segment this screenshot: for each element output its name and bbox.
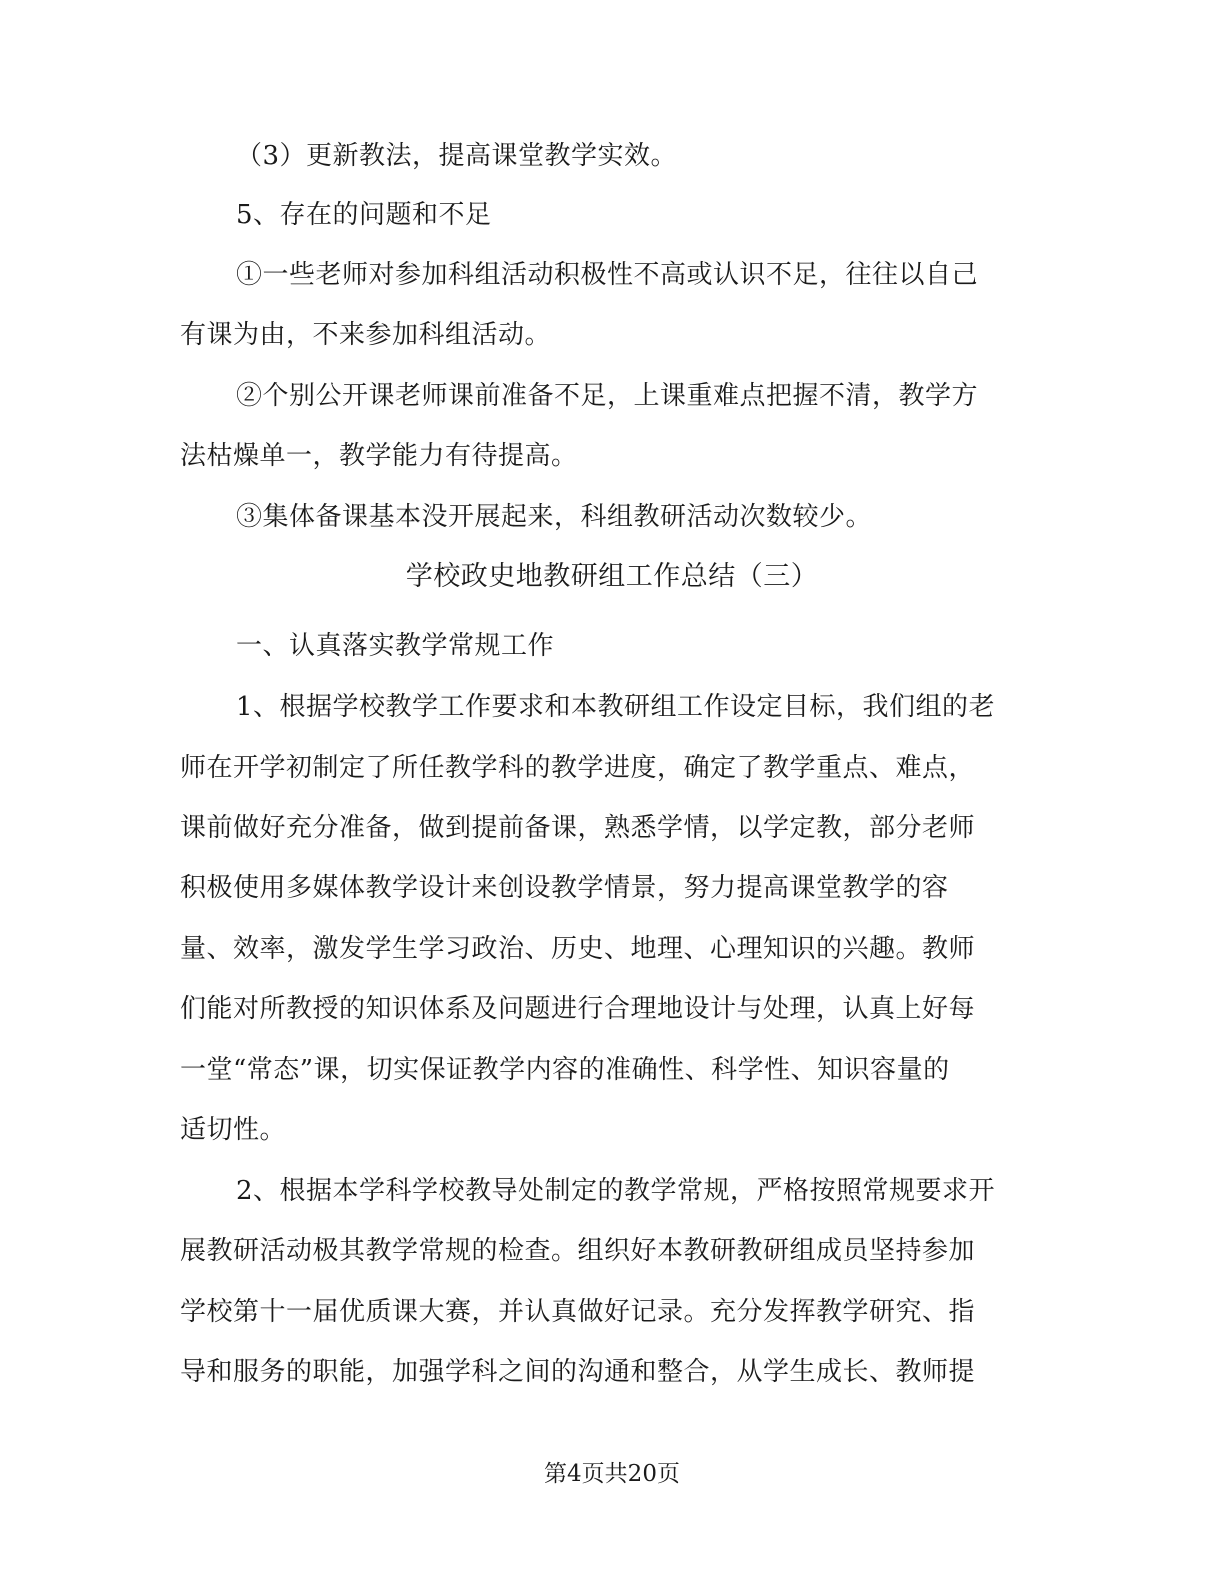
paragraph-line: 课前做好充分准备，做到提前备课，熟悉学情，以学定教，部分老师 bbox=[180, 813, 976, 843]
paragraph-line: 1、根据学校教学工作要求和本教研组工作设定目标，我们组的老 bbox=[236, 692, 996, 722]
paragraph-line: （3）更新教法，提高课堂教学实效。 bbox=[236, 141, 678, 171]
paragraph-line: 们能对所教授的知识体系及问题进行合理地设计与处理，认真上好每 bbox=[180, 994, 976, 1024]
paragraph-line: 法枯燥单一，教学能力有待提高。 bbox=[180, 441, 578, 471]
paragraph-line: 学校第十一届优质课大赛，并认真做好记录。充分发挥教学研究、指 bbox=[180, 1297, 976, 1327]
document-title: 学校政史地教研组工作总结（三） bbox=[405, 561, 819, 592]
paragraph-line: 2、根据本学科学校教导处制定的教学常规，严格按照常规要求开 bbox=[236, 1176, 996, 1206]
paragraph-line: 展教研活动极其教学常规的检查。组织好本教研教研组成员坚持参加 bbox=[180, 1236, 976, 1266]
paragraph-line: 积极使用多媒体教学设计来创设教学情景，努力提高课堂教学的容 bbox=[180, 873, 949, 903]
paragraph-line: 师在开学初制定了所任教学科的教学进度，确定了教学重点、难点， bbox=[180, 753, 976, 783]
paragraph-line: ①一些老师对参加科组活动积极性不高或认识不足，往往以自己 bbox=[236, 260, 979, 290]
paragraph-line: 导和服务的职能，加强学科之间的沟通和整合，从学生成长、教师提 bbox=[180, 1357, 976, 1387]
section-heading: 5、存在的问题和不足 bbox=[236, 200, 492, 230]
paragraph-line: ②个别公开课老师课前准备不足，上课重难点把握不清，教学方 bbox=[236, 381, 979, 411]
paragraph-line: 量、效率，激发学生学习政治、历史、地理、心理知识的兴趣。教师 bbox=[180, 934, 976, 964]
paragraph-line: 一堂“常态”课，切实保证教学内容的准确性、科学性、知识容量的 bbox=[180, 1055, 950, 1085]
section-heading: 一、认真落实教学常规工作 bbox=[236, 631, 555, 661]
paragraph-line: 适切性。 bbox=[180, 1115, 287, 1145]
paragraph-line: ③集体备课基本没开展起来，科组教研活动次数较少。 bbox=[236, 502, 873, 532]
page-number: 第4页共20页 bbox=[544, 1461, 680, 1487]
paragraph-line: 有课为由，不来参加科组活动。 bbox=[180, 320, 552, 350]
